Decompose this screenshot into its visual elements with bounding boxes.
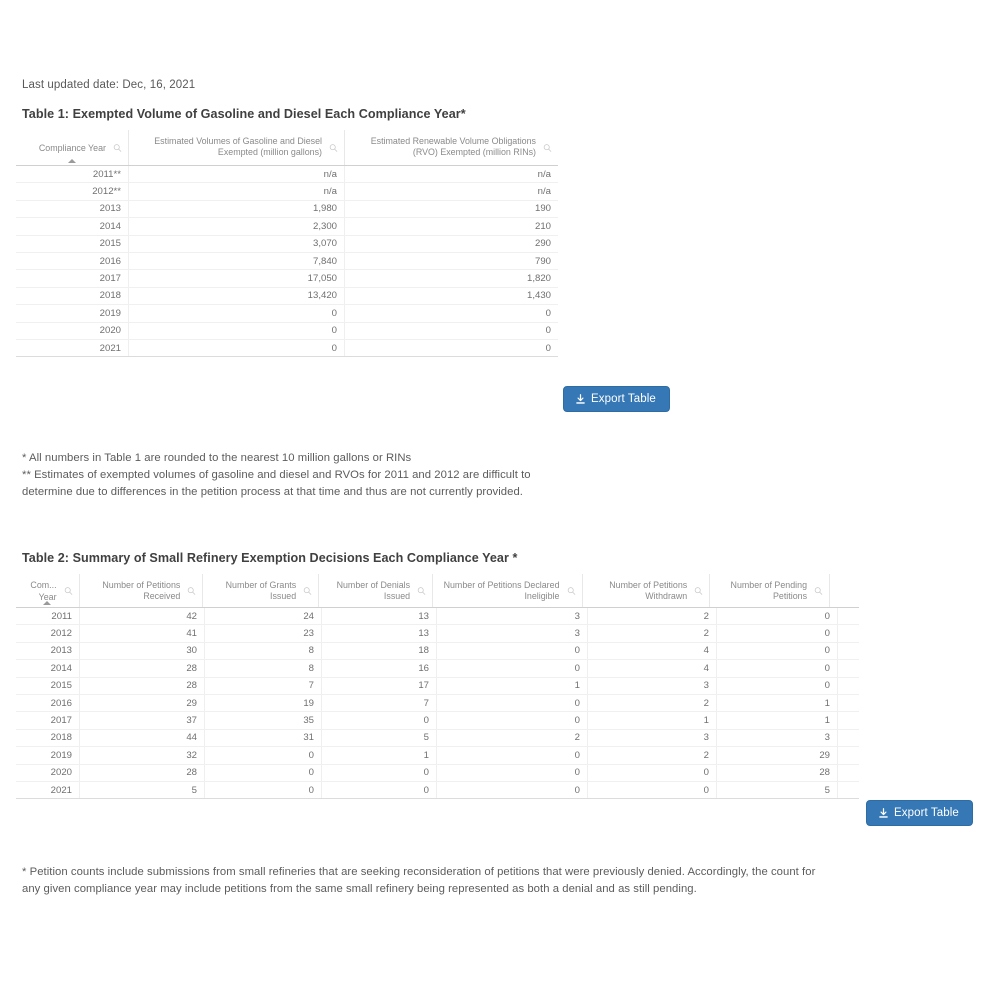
table1-cell[interactable]: 0 <box>545 342 551 354</box>
table1-cell[interactable]: 0 <box>129 305 345 321</box>
table2-cell[interactable]: 8 <box>205 643 322 659</box>
table2-cell[interactable]: 0 <box>717 643 838 659</box>
table2-column-header-grants-issued[interactable]: Number of Grants Issued <box>203 574 319 607</box>
table2-cell[interactable]: 0 <box>205 747 322 763</box>
table2-cell[interactable]: 0 <box>717 660 838 676</box>
table1-notes <box>22 450 582 501</box>
table1-cell[interactable]: 2012** <box>16 183 129 199</box>
table1-cell[interactable]: 0 <box>545 307 551 319</box>
table1-cell[interactable]: 290 <box>534 238 551 250</box>
table2-cell[interactable]: 2 <box>588 747 717 763</box>
table-row[interactable] <box>16 730 859 747</box>
search-icon[interactable] <box>187 586 196 595</box>
table2-body <box>16 608 859 799</box>
table-row[interactable] <box>16 747 859 764</box>
table2-cell[interactable]: 28 <box>717 765 838 781</box>
table2-cell[interactable]: 0 <box>437 747 588 763</box>
table2-cell[interactable]: 13 <box>322 625 437 641</box>
table-row[interactable] <box>16 236 558 253</box>
table2-cell[interactable]: 0 <box>437 765 588 781</box>
table1-cell[interactable]: 2020 <box>16 323 129 339</box>
table2-cell[interactable] <box>838 747 859 763</box>
table-row[interactable] <box>16 218 558 235</box>
table2-cell[interactable] <box>838 660 859 676</box>
table-row[interactable] <box>16 678 859 695</box>
table1-cell[interactable]: 210 <box>534 220 551 232</box>
table-row[interactable] <box>16 643 859 660</box>
table2-cell[interactable]: 13 <box>322 608 437 624</box>
table2-cell[interactable]: 8 <box>205 660 322 676</box>
table1-cell[interactable]: 190 <box>534 203 551 215</box>
search-icon[interactable] <box>567 586 576 595</box>
table2-cell[interactable]: 0 <box>322 782 437 798</box>
table2-cell[interactable]: 2 <box>588 625 717 641</box>
table-row[interactable] <box>16 253 558 270</box>
table2-cell[interactable]: 31 <box>205 730 322 746</box>
search-icon[interactable] <box>694 586 703 595</box>
table2-cell[interactable]: 0 <box>588 782 717 798</box>
table1-cell[interactable]: 2,300 <box>129 218 345 234</box>
table2-cell[interactable]: 0 <box>322 765 437 781</box>
table2-cell[interactable]: 0 <box>588 765 717 781</box>
table2-cell[interactable]: 29 <box>80 695 205 711</box>
table-row[interactable] <box>16 166 558 183</box>
table2-cell[interactable]: 4 <box>588 643 717 659</box>
table1-cell[interactable]: 2013 <box>16 201 129 217</box>
table2-cell[interactable]: 0 <box>437 782 588 798</box>
table1-cell[interactable]: 1,820 <box>526 273 551 285</box>
table2-column-header-spacer <box>830 574 859 607</box>
table1-title: Table 1: Exempted Volume of Gasoline and Diesel Each Compliance Year* <box>22 107 466 121</box>
table1-cell[interactable]: 0 <box>129 340 345 356</box>
table2-cell[interactable]: 29 <box>717 747 838 763</box>
table-row[interactable] <box>16 782 859 799</box>
table1-cell[interactable]: 2015 <box>16 236 129 252</box>
table2-cell[interactable]: 0 <box>322 712 437 728</box>
table2-cell[interactable]: 0 <box>717 678 838 694</box>
search-icon[interactable] <box>113 143 122 152</box>
table2-cell[interactable]: 5 <box>80 782 205 798</box>
table-row[interactable] <box>16 660 859 677</box>
table-row[interactable] <box>16 183 558 200</box>
table1-cell[interactable]: n/a <box>129 183 345 199</box>
table2-column-header-petitions-withdrawn[interactable]: Number of Petitions Withdrawn <box>583 574 711 607</box>
search-icon[interactable] <box>303 586 312 595</box>
table-row[interactable] <box>16 340 558 357</box>
table2-cell[interactable]: 32 <box>80 747 205 763</box>
table-row[interactable] <box>16 323 558 340</box>
table1-cell[interactable]: n/a <box>537 168 551 180</box>
table2-cell[interactable]: 4 <box>588 660 717 676</box>
table2-cell[interactable] <box>838 608 859 624</box>
table1-cell[interactable]: 1,980 <box>129 201 345 217</box>
table1-cell[interactable]: 7,840 <box>129 253 345 269</box>
table1-header-row <box>16 130 558 166</box>
table2-note-2: any given compliance year may include petitions from the same small refinery being represented as both a denial and as still pending. <box>22 883 697 896</box>
table1-cell[interactable]: 2021 <box>16 340 129 356</box>
table2-cell[interactable]: 2 <box>437 730 588 746</box>
table2-cell[interactable]: 28 <box>80 660 205 676</box>
export-table-label-1: Export Table <box>591 393 656 405</box>
table2-cell[interactable]: 1 <box>322 747 437 763</box>
table2-header-text-year: Com... Year <box>30 580 57 602</box>
table1-cell[interactable]: 2019 <box>16 305 129 321</box>
table-row[interactable] <box>16 288 558 305</box>
table2-title: Table 2: Summary of Small Refinery Exemption Decisions Each Compliance Year * <box>22 551 518 565</box>
table2 <box>16 574 859 799</box>
table2-cell[interactable]: 1 <box>437 678 588 694</box>
table2-cell[interactable]: 0 <box>437 712 588 728</box>
table2-cell[interactable]: 1 <box>717 695 838 711</box>
table-row[interactable] <box>16 201 558 218</box>
table2-notes <box>22 864 882 898</box>
table-row[interactable] <box>16 270 558 287</box>
search-icon[interactable] <box>814 586 823 595</box>
table2-cell[interactable]: 2012 <box>16 625 80 641</box>
table2-cell[interactable]: 24 <box>205 608 322 624</box>
download-icon <box>878 808 889 819</box>
table2-cell[interactable]: 1 <box>588 712 717 728</box>
table2-column-header-petitions-received[interactable]: Number of Petitions Received <box>80 574 204 607</box>
table2-cell[interactable]: 41 <box>80 625 205 641</box>
table2-cell[interactable]: 2016 <box>16 695 80 711</box>
table1-cell[interactable]: 13,420 <box>129 288 345 304</box>
table1-cell[interactable]: 790 <box>534 255 551 267</box>
table2-cell[interactable]: 5 <box>322 730 437 746</box>
table2-cell[interactable]: 28 <box>80 765 205 781</box>
search-icon[interactable] <box>543 143 552 152</box>
search-icon[interactable] <box>64 586 73 595</box>
table-row[interactable] <box>16 625 859 642</box>
table2-header-row <box>16 574 859 608</box>
table1-body <box>16 166 558 357</box>
table1-cell[interactable]: 3,070 <box>129 236 345 252</box>
table-row[interactable] <box>16 765 859 782</box>
table1 <box>16 130 558 357</box>
table2-cell[interactable]: 7 <box>322 695 437 711</box>
table1-cell[interactable]: 0 <box>545 325 551 337</box>
table2-cell[interactable]: 2013 <box>16 643 80 659</box>
sort-ascending-icon <box>68 159 76 163</box>
table-row[interactable] <box>16 305 558 322</box>
table2-cell[interactable]: 2018 <box>16 730 80 746</box>
table2-column-header-denials-issued[interactable]: Number of Denials Issued <box>319 574 433 607</box>
table1-cell[interactable]: 2014 <box>16 218 129 234</box>
table1-cell[interactable]: 0 <box>129 323 345 339</box>
table1-note-1: * All numbers in Table 1 are rounded to the nearest 10 million gallons or RINs <box>22 452 412 464</box>
table1-cell[interactable]: 2011** <box>16 166 129 182</box>
table2-cell[interactable] <box>838 730 859 746</box>
table1-cell[interactable]: 1,430 <box>526 290 551 302</box>
table2-cell[interactable]: 2 <box>588 695 717 711</box>
table2-cell[interactable]: 0 <box>205 765 322 781</box>
table2-cell[interactable]: 0 <box>437 695 588 711</box>
table2-column-header-compliance-year[interactable] <box>16 574 80 607</box>
export-table-button-1[interactable] <box>563 386 670 412</box>
table2-cell[interactable] <box>838 782 859 798</box>
table2-cell[interactable]: 7 <box>205 678 322 694</box>
table2-cell[interactable]: 1 <box>717 712 838 728</box>
table2-cell[interactable] <box>838 695 859 711</box>
table1-cell[interactable]: 2017 <box>16 270 129 286</box>
table2-cell[interactable]: 0 <box>717 608 838 624</box>
table-row[interactable] <box>16 712 859 729</box>
table2-cell[interactable]: 2015 <box>16 678 80 694</box>
table2-cell[interactable]: 23 <box>205 625 322 641</box>
table2-cell[interactable]: 0 <box>717 625 838 641</box>
table2-cell[interactable]: 17 <box>322 678 437 694</box>
table2-cell[interactable]: 35 <box>205 712 322 728</box>
table2-cell[interactable]: 2 <box>588 608 717 624</box>
last-updated-label: Last updated date: Dec, 16, 2021 <box>22 79 196 91</box>
table2-cell[interactable] <box>838 712 859 728</box>
table1-cell[interactable]: 17,050 <box>129 270 345 286</box>
sort-ascending-icon <box>43 601 51 605</box>
table2-cell[interactable]: 3 <box>588 730 717 746</box>
table2-cell[interactable]: 28 <box>80 678 205 694</box>
table1-note-2: ** Estimates of exempted volumes of gasoline and diesel and RVOs for 2011 and 2012 are difficult to determine due to differences in the petition process at that time and thus are not currently provided. <box>22 469 531 499</box>
table1-column-header-rvo-exempted[interactable]: Estimated Renewable Volume Obligations (RVO) Exempted (million RINs) <box>345 130 558 165</box>
table1-column-header-volumes-exempted[interactable]: Estimated Volumes of Gasoline and Diesel Exempted (million gallons) <box>129 130 345 165</box>
table-row[interactable] <box>16 608 859 625</box>
table1-cell[interactable]: 2018 <box>16 288 129 304</box>
table2-cell[interactable] <box>838 765 859 781</box>
table2-cell[interactable]: 18 <box>322 643 437 659</box>
table1-cell[interactable]: n/a <box>129 166 345 182</box>
table1-cell[interactable]: 2016 <box>16 253 129 269</box>
export-table-label-2: Export Table <box>894 807 959 819</box>
table2-cell[interactable]: 3 <box>588 678 717 694</box>
table2-cell[interactable]: 44 <box>80 730 205 746</box>
table2-note-1: * Petition counts include submissions from small refineries that are seeking reconsideration of petitions that were previously denied. Accordingly, the count for <box>22 866 816 878</box>
table2-cell[interactable]: 2011 <box>16 608 80 624</box>
table2-cell[interactable]: 16 <box>322 660 437 676</box>
table2-cell[interactable]: 2019 <box>16 747 80 763</box>
table2-cell[interactable] <box>838 643 859 659</box>
table2-column-header-pending-petitions[interactable]: Number of Pending Petitions <box>710 574 830 607</box>
table2-cell[interactable]: 3 <box>437 625 588 641</box>
table2-cell[interactable]: 3 <box>437 608 588 624</box>
search-icon[interactable] <box>329 143 338 152</box>
table2-cell[interactable]: 37 <box>80 712 205 728</box>
search-icon[interactable] <box>417 586 426 595</box>
table2-column-header-declared-ineligible[interactable]: Number of Petitions Declared Ineligible <box>433 574 582 607</box>
table2-cell[interactable] <box>838 678 859 694</box>
table2-cell[interactable]: 2014 <box>16 660 80 676</box>
table2-cell[interactable]: 2021 <box>16 782 80 798</box>
table-row[interactable] <box>16 695 859 712</box>
table2-cell[interactable]: 19 <box>205 695 322 711</box>
table1-column-header-compliance-year[interactable]: Compliance Year <box>16 130 129 165</box>
table2-cell[interactable]: 2017 <box>16 712 80 728</box>
download-icon <box>575 394 586 405</box>
table2-cell[interactable]: 0 <box>437 660 588 676</box>
table2-cell[interactable]: 3 <box>717 730 838 746</box>
table2-cell[interactable] <box>838 625 859 641</box>
export-table-button-2[interactable] <box>866 800 973 826</box>
table2-cell[interactable]: 5 <box>717 782 838 798</box>
table2-cell[interactable]: 2020 <box>16 765 80 781</box>
table2-cell[interactable]: 0 <box>437 643 588 659</box>
table2-cell[interactable]: 0 <box>205 782 322 798</box>
table1-cell[interactable]: n/a <box>537 186 551 198</box>
table2-cell[interactable]: 30 <box>80 643 205 659</box>
table2-cell[interactable]: 42 <box>80 608 205 624</box>
